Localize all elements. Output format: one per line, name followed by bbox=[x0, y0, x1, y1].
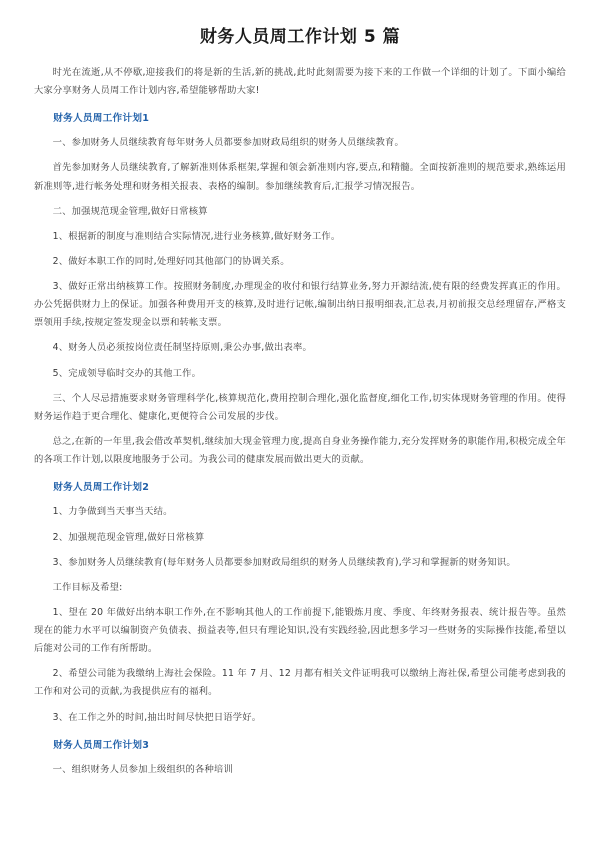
paragraph: 1、力争做到当天事当天结。 bbox=[52, 506, 173, 518]
paragraph: 1、望在 20 年做好出纳本职工作外,在不影响其他人的工作前提下,能锻炼月度、季度、年终财务报表、统计报告等。虽然现在的能力水平可以编制资产负债表、损益表等,但只有理论知识,没有实践经验,因此想多学习一些财务的实际操作技能,希望以后能对公司的工作有所帮助。 bbox=[34, 606, 566, 655]
paragraph: 2、做好本职工作的同时,处理好同其他部门的协调关系。 bbox=[52, 255, 290, 267]
paragraph: 5、完成领导临时交办的其他工作。 bbox=[52, 367, 202, 379]
paragraph: 3、参加财务人员继续教育(每年财务人员都要参加财政局组织的财务人员继续教育),学习和掌握新的财务知识。 bbox=[52, 556, 516, 568]
section-heading-1: 财务人员周工作计划1 bbox=[53, 113, 150, 125]
paragraph: 3、在工作之外的时间,抽出时间尽快把日语学好。 bbox=[52, 711, 262, 723]
paragraph: 二、加强规范现金管理,做好日常核算 bbox=[52, 205, 208, 217]
paragraph: 3、做好正常出纳核算工作。按照财务制度,办理现金的收付和银行结算业务,努力开源结流,使有限的经费发挥真正的作用。办公凭据供财力上的保证。加强各种费用开支的核算,及时进行记帐,编制出纳日报明细表,汇总表,月初前报交总经理留存,严格支票领用手续,按规定签发现金以票和转帐支票。 bbox=[34, 281, 566, 329]
paragraph: 1、根据新的制度与准则结合实际情况,进行业务核算,做好财务工作。 bbox=[52, 230, 341, 242]
paragraph: 工作目标及希望: bbox=[52, 581, 123, 593]
paragraph: 一、组织财务人员参加上级组织的各种培训 bbox=[52, 763, 234, 775]
paragraph: 一、参加财务人员继续教育每年财务人员都要参加财政局组织的财务人员继续教育。 bbox=[52, 137, 404, 149]
intro-paragraph: 时光在流逝,从不停歇,迎接我们的将是新的生活,新的挑战,此时此刻需要为接下来的工作做一个详细的计划了。下面小编给大家分享财务人员周工作计划内容,希望能够帮助大家! bbox=[34, 66, 566, 96]
paragraph: 4、财务人员必须按岗位责任制坚持原则,秉公办事,做出表率。 bbox=[52, 342, 312, 354]
paragraph: 2、希望公司能为我缴纳上海社会保险。11 年 7 月、12 月都有相关文件证明我可以缴纳上海社保,希望公司能考虑到我的工作和对公司的贡献,为我提供应有的福利。 bbox=[34, 668, 566, 698]
paragraph: 总之,在新的一年里,我会借改革契机,继续加大现金管理力度,提高自身业务操作能力,充分发挥财务的职能作用,积极完成全年的各项工作计划,以限度地服务于公司。为我公司的健康发展而做出更大的贡献。 bbox=[34, 435, 566, 466]
section-heading-3: 财务人员周工作计划3 bbox=[53, 739, 150, 751]
paragraph: 首先参加财务人员继续教育,了解新准则体系框架,掌握和领会新准则内容,要点,和精髓。全面按新准则的规范要求,熟练运用新准则等,进行帐务处理和财务相关报表、表格的编制。参加继续教育后,汇报学习情况报告。 bbox=[34, 162, 566, 192]
section-heading-2: 财务人员周工作计划2 bbox=[53, 482, 150, 494]
page-title: 财务人员周工作计划 5 篇 bbox=[199, 27, 401, 47]
paragraph: 2、加强规范现金管理,做好日常核算 bbox=[52, 531, 205, 543]
paragraph: 三、个人尽忌措施要求财务管理科学化,核算规范化,费用控制合理化,强化监督度,细化工作,切实体现财务管理的作用。使得财务运作趋于更合理化、健康化,更便符合公司发展的步伐。 bbox=[34, 392, 566, 422]
